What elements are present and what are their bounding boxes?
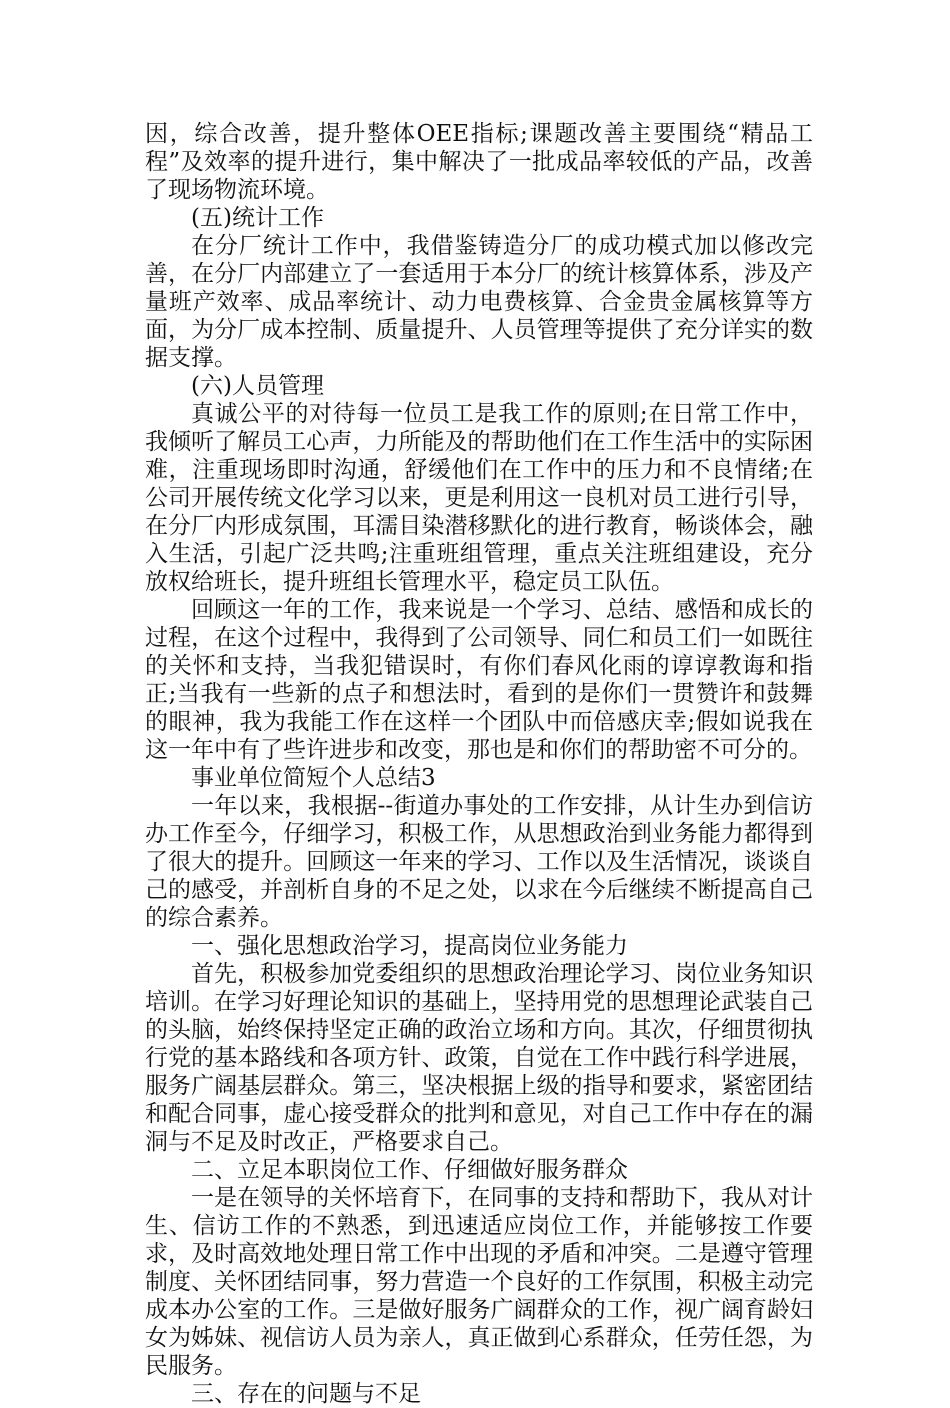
document-page: [145, 120, 813, 1408]
section-heading-political-study: 一、强化思想政治学习，提高岗位业务能力: [191, 933, 628, 959]
paragraph-continuation: 因，综合改善，提升整体OEE指标;课题改善主要围绕“精品工程”及效率的提升进行，集中解决了一批成品率较低的产品，改善了现场物流环境。: [145, 121, 813, 203]
paragraph-intro: 一年以来，我根据--街道办事处的工作安排，从计生办到信访办工作至今，仔细学习，积极工作，从思想政治到业务能力都得到了很大的提升。回顾这一年来的学习、工作以及生活情况，谈谈自己的感受，并剖析自身的不足之处，以求在今后继续不断提高自己的综合素养。: [145, 793, 813, 931]
document-subtitle: 事业单位简短个人总结3: [191, 765, 436, 791]
section-heading-problems: 三、存在的问题与不足: [191, 1381, 421, 1407]
section-heading-statistics: (五)统计工作: [191, 205, 324, 231]
paragraph-review: 回顾这一年的工作，我来说是一个学习、总结、感悟和成长的过程，在这个过程中，我得到了公司领导、同仁和员工们一如既往的关怀和支持，当我犯错误时，有你们春风化雨的谆谆教诲和指正;当我有一些新的点子和想法时，看到的是你们一贯赞许和鼓舞的眼神，我为我能工作在这样一个团队中而倍感庆幸;假如说我在这一年中有了些许进步和改变，那也是和你们的帮助密不可分的。: [145, 597, 813, 763]
paragraph-personnel: 真诚公平的对待每一位员工是我工作的原则;在日常工作中，我倾听了解员工心声，力所能及的帮助他们在工作生活中的实际困难，注重现场即时沟通，舒缓他们在工作中的压力和不良情绪;在公司开展传统文化学习以来，更是利用这一良机对员工进行引导，在分厂内形成氛围，耳濡目染潜移默化的进行教育，畅谈体会，融入生活，引起广泛共鸣;注重班组管理，重点关注班组建设，充分放权给班长，提升班组长管理水平，稳定员工队伍。: [145, 401, 813, 595]
paragraph-political-study: 首先，积极参加党委组织的思想政治理论学习、岗位业务知识培训。在学习好理论知识的基础上，坚持用党的思想理论武装自己的头脑，始终保持坚定正确的政治立场和方向。其次，仔细贯彻执行党的基本路线和各项方针、政策，自觉在工作中践行科学进展，服务广阔基层群众。第三，坚决根据上级的指导和要求，紧密团结和配合同事，虚心接受群众的批判和意见，对自己工作中存在的漏洞与不足及时改正，严格要求自己。: [145, 961, 813, 1155]
paragraph-statistics: 在分厂统计工作中，我借鉴铸造分厂的成功模式加以修改完善，在分厂内部建立了一套适用于本分厂的统计核算体系，涉及产量班产效率、成品率统计、动力电费核算、合金贵金属核算等方面，为分厂成本控制、质量提升、人员管理等提供了充分详实的数据支撑。: [145, 233, 813, 371]
section-heading-service: 二、立足本职岗位工作、仔细做好服务群众: [191, 1157, 628, 1183]
paragraph-service: 一是在领导的关怀培育下，在同事的支持和帮助下，我从对计生、信访工作的不熟悉，到迅速适应岗位工作，并能够按工作要求，及时高效地处理日常工作中出现的矛盾和冲突。二是遵守管理制度、关怀团结同事，努力营造一个良好的工作氛围，积极主动完成本办公室的工作。三是做好服务广阔群众的工作，视广阔育龄妇女为姊妹、视信访人员为亲人，真正做到心系群众，任劳任怨，为民服务。: [145, 1185, 813, 1379]
section-heading-personnel: (六)人员管理: [191, 373, 324, 399]
